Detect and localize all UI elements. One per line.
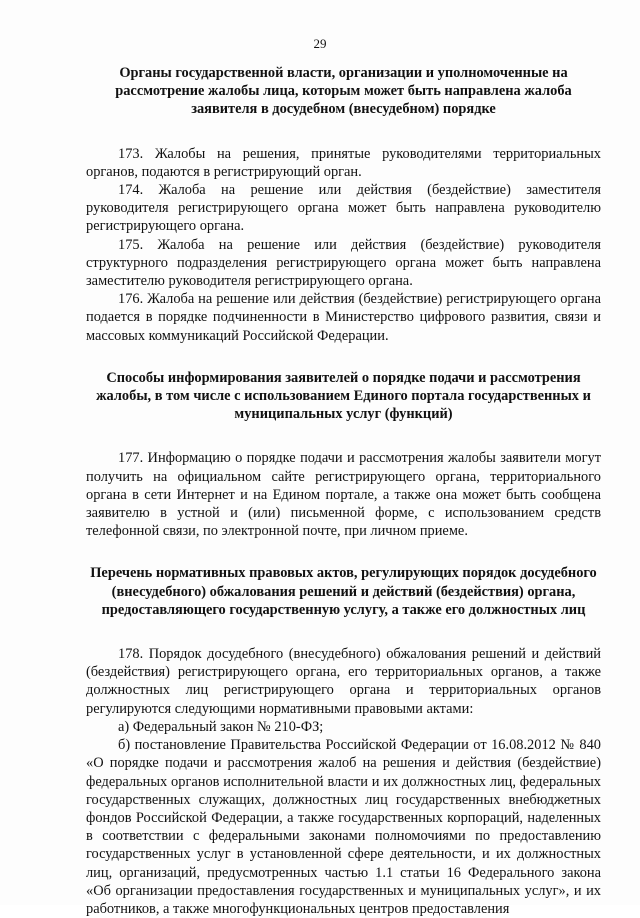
section-heading-complaint-authorities: Органы государственной власти, организации и уполномоченные на рассмотрение жалобы лица, которым может быть направлена жалоба заявителя в досудебном (внесудебном) порядке: [115, 65, 572, 118]
paragraph-173: 173. Жалобы на решения, принятые руководителями территориальных органов, подаются в регистрирующий орган.: [86, 145, 601, 180]
paragraph-177: 177. Информацию о порядке подачи и рассмотрения жалобы заявители могут получить на официальном сайте регистрирующего органа, территориального органа в сети Интернет и на Едином портале, а также она может быть сообщена заявителю в устной и (или) письменной форме, с использованием средств телефонной связи, по электронной почте, при личном приеме.: [86, 450, 601, 540]
list-item-b: б) постановление Правительства Российской Федерации от 16.08.2012 № 840 «О порядке подачи и рассмотрения жалоб на решения и действия (бездействие) федеральных органов исполнительной власти и их должностных лиц, федеральных государственных служащих, должностных лиц государственных внебюджетных фондов Российской Федерации, а также государственных корпораций, наделенных в соответствии с федеральными законами полномочиями по предоставлению государственных услуг в установленной сфере деятельности, и их должностных лиц, организаций, предусмотренных частью 1.1 статьи 16 Федерального закона «Об организации предоставления государственных и муниципальных услуг», и их работников, а также многофункциональных центров предоставления: [86, 737, 601, 917]
paragraph-176: 176. Жалоба на решение или действия (бездействие) регистрирующего органа подается в порядке подчиненности в Министерство цифрового развития, связи и массовых коммуникаций Российской Федерации.: [86, 291, 601, 344]
paragraph-175: 175. Жалоба на решение или действия (бездействие) руководителя структурного подразделения регистрирующего органа может быть направлена заместителю руководителя регистрирующего органа.: [86, 236, 601, 290]
paragraph-178: 178. Порядок досудебного (внесудебного) обжалования решений и действий (бездействия) регистрирующего органа, его территориальных органов, а также должностных лиц регистрирующего органа и территориальных органов регулируются следующими нормативными правовыми актами:: [86, 646, 601, 717]
section-heading-legal-acts: Перечень нормативных правовых актов, регулирующих порядок досудебного (внесудебного) обжалования решений и действий (бездействия) органа, предоставляющего государственную услугу, а также его должностных лиц: [90, 565, 597, 618]
list-item-a: а) Федеральный закон № 210-ФЗ;: [118, 718, 324, 735]
paragraph-174: 174. Жалоба на решение или действия (бездействие) заместителя руководителя регистрирующего органа может быть направлена руководителю регистрирующего органа.: [86, 182, 601, 235]
document-body: [86, 64, 601, 918]
section-heading-informing-methods: Способы информирования заявителей о порядке подачи и рассмотрения жалобы, в том числе с использованием Единого портала государственных и муниципальных услуг (функций): [96, 369, 591, 423]
page-number: 29: [313, 36, 327, 51]
